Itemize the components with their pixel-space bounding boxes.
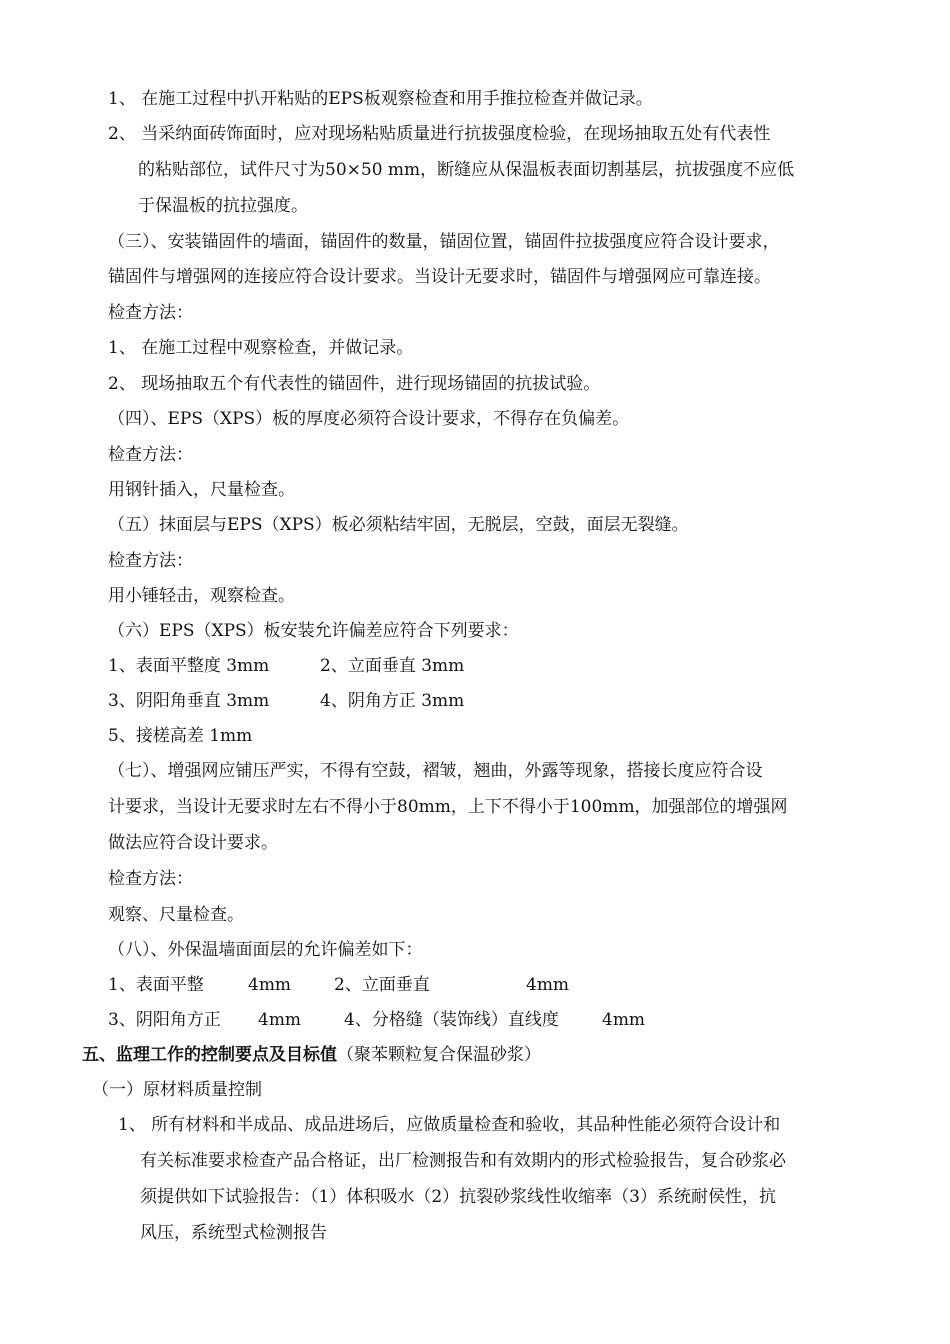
tolerance-item: 3、阴阳角垂直 3mm: [108, 691, 270, 711]
section-heading: （三）、安装锚固件的墙面，锚固件的数量，锚固位置，锚固件拉拔强度应符合设计要求，: [108, 232, 780, 252]
paragraph-line: 用小锤轻击，观察检查。: [108, 586, 295, 606]
check-method-label: 检查方法：: [108, 551, 193, 571]
chapter-heading: [82, 1044, 541, 1066]
section-heading: （四）、EPS（XPS）板的厚度必须符合设计要求，不得存在负偏差。: [108, 409, 630, 429]
list-item: 1、 在施工过程中观察检查，并做记录。: [108, 338, 414, 358]
tolerance-value: 4mm: [248, 975, 292, 995]
section-heading: （七）、增强网应铺压严实，不得有空鼓，褶皱，翘曲，外露等现象，搭接长度应符合设: [108, 761, 763, 781]
tolerance-value: 4mm: [526, 975, 570, 995]
check-method-label: 检查方法：: [108, 869, 193, 889]
paragraph-line: 须提供如下试验报告：（1）体积吸水（2）抗裂砂浆线性收缩率（3）系统耐侯性，抗: [140, 1187, 776, 1207]
paragraph-line: 观察、尺量检查。: [108, 905, 244, 925]
paragraph-line: 用钢针插入，尺量检查。: [108, 480, 295, 500]
paragraph-line: 于保温板的抗拉强度。: [138, 196, 308, 216]
tolerance-label: 3、阴阳角方正: [108, 1010, 221, 1030]
tolerance-label: 4、分格缝（装饰线）直线度: [344, 1010, 559, 1030]
tolerance-item: 2、立面垂直 3mm: [320, 656, 465, 676]
chapter-title: 五、监理工作的控制要点及目标值: [82, 1045, 337, 1065]
list-item: 1、 在施工过程中扒开粘贴的EPS板观察检查和用手推拉检查并做记录。: [108, 89, 653, 109]
paragraph-line: 做法应符合设计要求。: [108, 833, 278, 853]
tolerance-item: 1、表面平整度 3mm: [108, 656, 270, 676]
tolerance-item: 4、阴角方正 3mm: [320, 691, 465, 711]
section-heading: （六）EPS（XPS）板安装允许偏差应符合下列要求：: [108, 621, 519, 641]
paragraph-line: 锚固件与增强网的连接应符合设计要求。当设计无要求时，锚固件与增强网应可靠连接。: [108, 267, 771, 287]
paragraph-line: 计要求，当设计无要求时左右不得小于80mm，上下不得小于100mm，加强部位的增强网: [108, 797, 788, 817]
tolerance-item: 5、接槎高差 1mm: [108, 726, 253, 746]
tolerance-value: 4mm: [258, 1010, 302, 1030]
paragraph-line: 的粘贴部位，试件尺寸为50×50 mm，断缝应从保温板表面切割基层，抗拔强度不应低: [138, 160, 795, 180]
tolerance-value: 4mm: [602, 1010, 646, 1030]
section-heading: （八）、外保温墙面面层的允许偏差如下：: [108, 940, 423, 960]
section-heading: （一）原材料质量控制: [92, 1080, 262, 1100]
paragraph-line: 风压，系统型式检测报告: [140, 1223, 327, 1243]
check-method-label: 检查方法：: [108, 303, 193, 323]
tolerance-label: 2、立面垂直: [334, 975, 430, 995]
list-item: 1、 所有材料和半成品、成品进场后，应做质量检查和验收，其品种性能必须符合设计和: [118, 1115, 781, 1135]
paragraph-line: 有关标准要求检查产品合格证，出厂检测报告和有效期内的形式检验报告，复合砂浆必: [140, 1151, 786, 1171]
tolerance-label: 1、表面平整: [108, 975, 204, 995]
list-item: 2、 当采纳面砖饰面时，应对现场粘贴质量进行抗拔强度检验，在现场抽取五处有代表性: [108, 124, 771, 144]
list-item: 2、 现场抽取五个有代表性的锚固件，进行现场锚固的抗拔试验。: [108, 374, 601, 394]
check-method-label: 检查方法：: [108, 445, 193, 465]
chapter-subtitle: （聚苯颗粒复合保温砂浆）: [337, 1045, 541, 1065]
section-heading: （五）抹面层与EPS（XPS）板必须粘结牢固，无脱层，空鼓，面层无裂缝。: [108, 515, 689, 535]
